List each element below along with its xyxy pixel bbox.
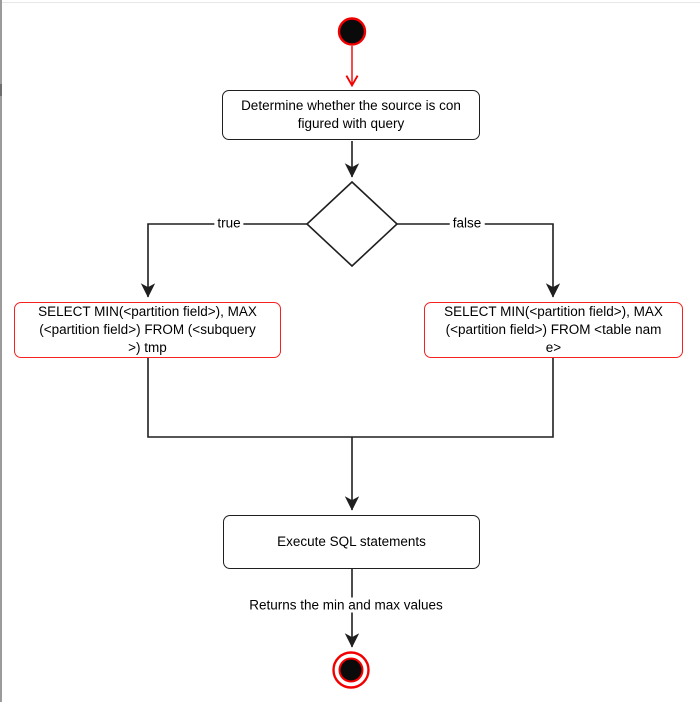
task-text-line: e>: [545, 340, 562, 356]
edge-false-branch: [397, 224, 553, 297]
task-text-line: Determine whether the source is con: [241, 97, 461, 113]
task-text-line: >) tmp: [128, 340, 167, 356]
task-text-line: SELECT MIN(<partition field>), MAX: [38, 303, 257, 319]
task-execute-sql: [223, 515, 480, 569]
end-node: [340, 659, 363, 682]
edge-true-branch: [148, 224, 307, 297]
task-determine-source: [222, 90, 480, 140]
task-text-line: (<partition field>) FROM (<subquery: [39, 321, 256, 337]
task-sql-table: [424, 302, 683, 358]
task-text-line: Execute SQL statements: [277, 533, 426, 549]
task-text-line: (<partition field>) FROM <table nam: [445, 321, 662, 337]
task-text-line: figured with query: [297, 116, 405, 131]
decision-diamond: [307, 182, 397, 266]
edge-label-true: true: [214, 216, 243, 231]
start-node: [339, 19, 365, 45]
edge-label-returns: Returns the min and max values: [246, 598, 446, 613]
task-text-line: SELECT MIN(<partition field>), MAX: [444, 303, 663, 319]
task-sql-subquery: [14, 302, 281, 358]
edge-merge: [148, 358, 553, 437]
edge-label-false: false: [450, 216, 485, 231]
